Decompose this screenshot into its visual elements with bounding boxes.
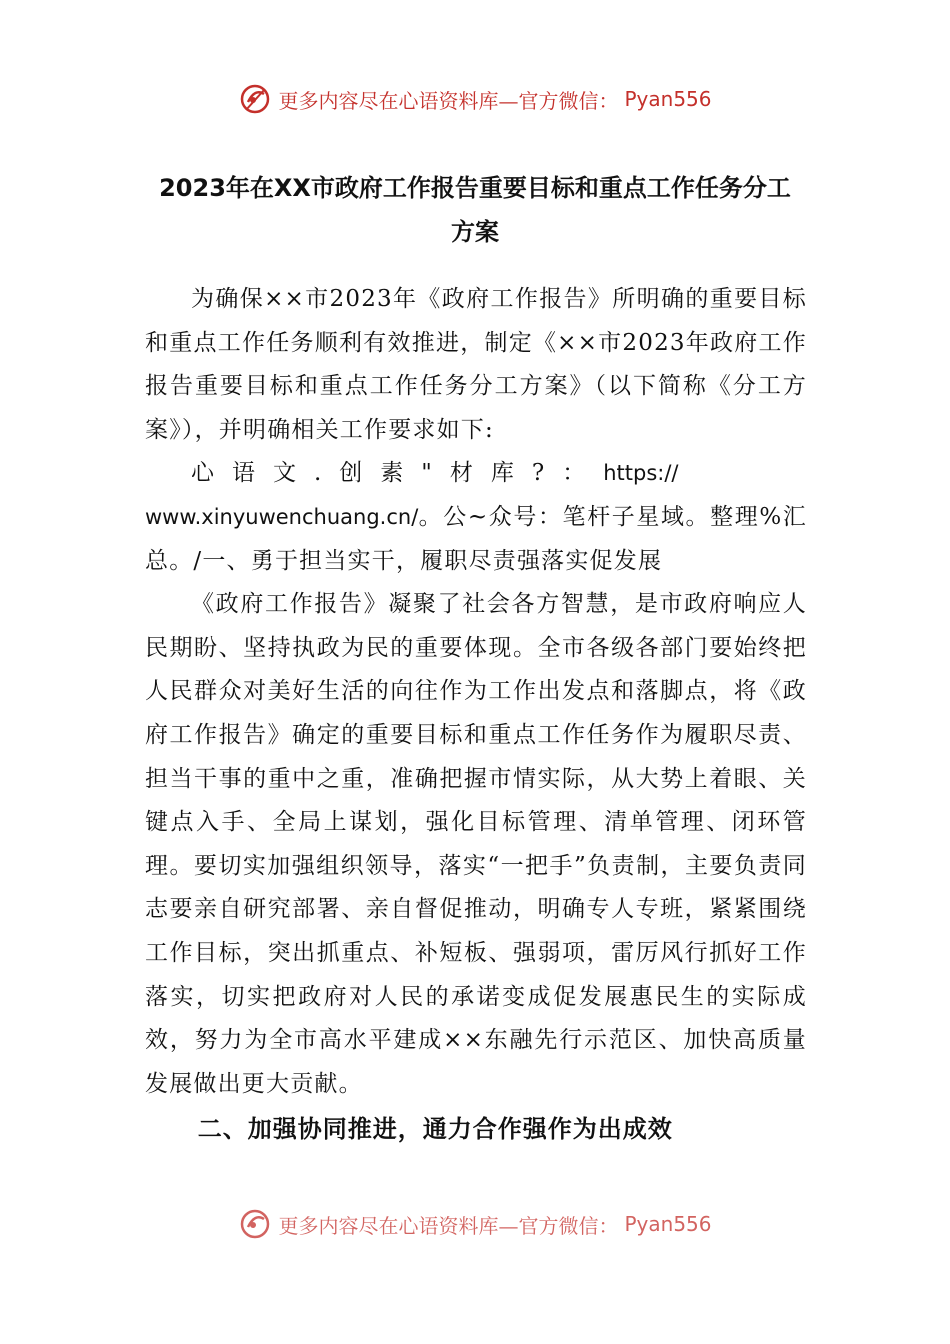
brand-logo-icon xyxy=(238,1207,272,1239)
source-label: 心语文.创素"材库?： xyxy=(191,460,604,487)
section-heading-2: 二、加强协同推进，通力合作强作为出成效 xyxy=(197,1115,673,1144)
source-paragraph xyxy=(145,452,807,583)
source-url-part-2[interactable]: www.xinyuwenchuang.cn/ xyxy=(145,504,419,529)
intro-paragraph: 为确保××市2023年《政府工作报告》所明确的重要目标和重点工作任务顺利有效推进，制定《××市2023年政府工作报告重要目标和重点工作任务分工方案》（以下简称《分工方案》），并明确相关工作要求如下: xyxy=(145,286,807,443)
brand-logo-icon xyxy=(238,82,272,116)
title-line-2: 方案 xyxy=(451,218,499,246)
source-url-part-1[interactable]: https:// xyxy=(603,461,679,486)
source-rest: 。公~众号：笔杆子星域。整理%汇总。/一、勇于担当实干，履职尽责强落实促发展 xyxy=(145,503,807,574)
document-body xyxy=(145,278,807,1152)
main-paragraph: 《政府工作报告》凝聚了社会各方智慧，是市政府响应人民期盼、坚持执政为民的重要体现。全市各级各部门要始终把人民群众对美好生活的向往作为工作出发点和落脚点，将《政府工作报告》确定的重要目标和重点工作任务作为履职尽责、担当干事的重中之重，准确把握市情实际，从大势上着眼、关键点入手、全局上谋划，强化目标管理、清单管理、闭环管理。要切实加强组织领导，落实“一把手”负责制，主要负责同志要亲自研究部署、亲自督促推动，明确专人专班，紧紧围绕工作目标，突出抓重点、补短板、强弱项，雷厉风行抓好工作落实，切实把政府对人民的承诺变成促发展惠民生的实际成效，努力为全市高水平建成××东融先行示范区、加快高质量发展做出更大贡献。 xyxy=(145,591,807,1097)
footer-watermark-id: Pyan556 xyxy=(624,1212,712,1236)
header-watermark xyxy=(0,82,950,120)
watermark-text: 更多内容尽在心语资料库—官方微信： xyxy=(278,88,619,113)
footer-watermark xyxy=(0,1207,950,1239)
footer-watermark-text: 更多内容尽在心语资料库—官方微信： xyxy=(278,1213,619,1238)
watermark-wechat-id: Pyan556 xyxy=(624,87,712,111)
document-title xyxy=(145,166,805,254)
title-line-1: 2023年在XX市政府工作报告重要目标和重点工作任务分工 xyxy=(159,174,791,202)
